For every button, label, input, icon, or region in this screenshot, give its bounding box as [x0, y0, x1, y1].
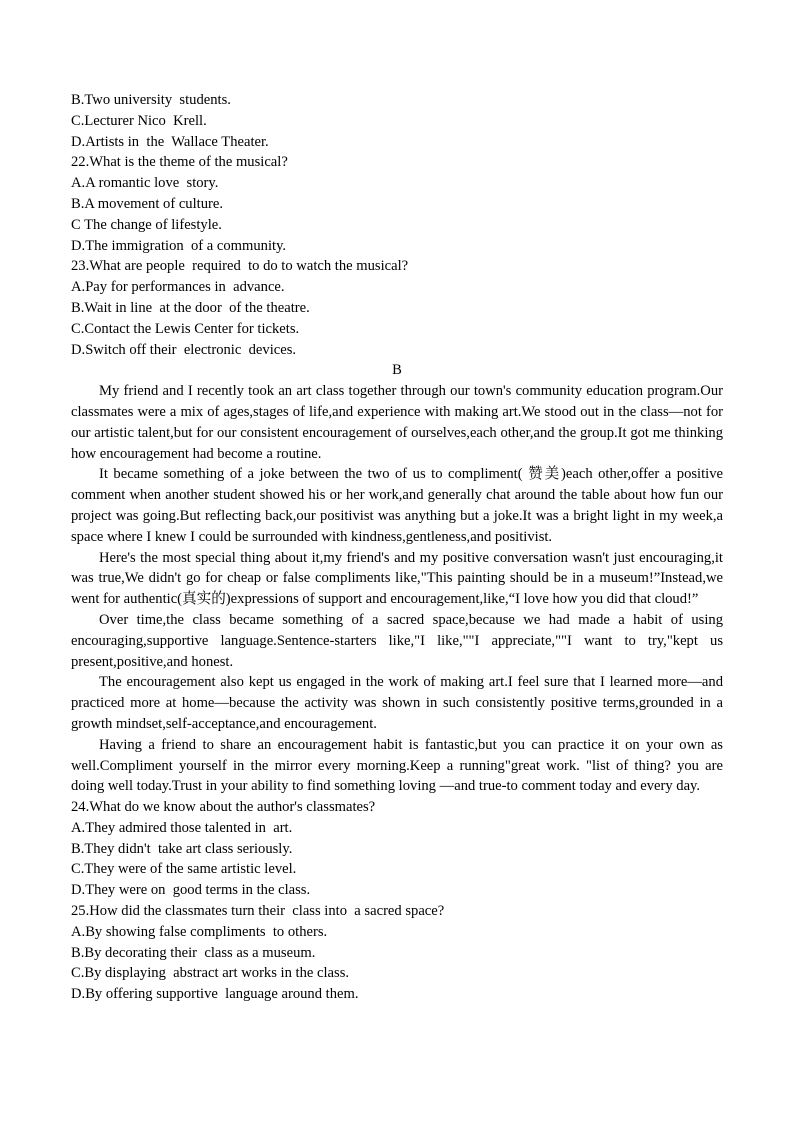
passage-paragraph: The encouragement also kept us engaged in the work of making art.I feel sure that I learned more—and practiced more at home—because the activity was shown in such consistently positive terms,grounded in a growth mindset,self-acceptance,and encouragement. [71, 674, 723, 732]
section-marker-b: B [392, 362, 402, 379]
post-question-block [71, 797, 723, 1005]
question-option-line: C.They were of the same artistic level. [71, 861, 297, 878]
question-option-line: A.Pay for performances in advance. [71, 279, 285, 296]
question-stem-line: 24.What do we know about the author's classmates? [71, 799, 376, 816]
question-option-line: C.Lecturer Nico Krell. [71, 112, 207, 129]
question-option-line: C.By displaying abstract art works in the class. [71, 965, 350, 982]
question-option-line: A.By showing false compliments to others. [71, 923, 328, 940]
passage-paragraph: Having a friend to share an encouragement habit is fantastic,but you can practice it on your own as well.Compliment yourself in the mirror every morning.Keep a running"great work. "list of thing? you are doing well today.Trust in your ability to find something loving —and true-to comment today and every day. [71, 736, 723, 795]
question-option-line: B.A movement of culture. [71, 195, 223, 212]
passage-paragraph: Here's the most special thing about it,my friend's and my positive conversation wasn't just encouraging,it was true,We didn't go for cheap or false compliments like,"This painting should be in a museum!”Instead,we went for authentic(真实的)expressions of support and encouragement,like,“I love how you did that cloud!” [71, 549, 723, 608]
question-option-line: C The change of lifestyle. [71, 216, 222, 233]
question-option-line: B.Two university students. [71, 92, 231, 108]
passage-paragraph: My friend and I recently took an art class together through our town's community education program.Our classmates were a mix of ages,stages of life,and experience with making art.We stood out in the class—not for our artistic talent,but for our consistent encouragement of ourselves,each other,and the group.It got me thinking how encouragement had become a routine. [71, 383, 723, 462]
question-option-line: D.Artists in the Wallace Theater. [71, 133, 269, 150]
question-option-line: B.Wait in line at the door of the theatre. [71, 299, 310, 316]
pre-question-block [71, 90, 723, 360]
question-option-line: D.Switch off their electronic devices. [71, 341, 297, 358]
question-option-line: A.They admired those talented in art. [71, 819, 293, 836]
question-option-line: B.They didn't take art class seriously. [71, 840, 293, 857]
question-option-line: D.They were on good terms in the class. [71, 882, 311, 899]
passage-body [71, 381, 723, 797]
question-option-line: A.A romantic love story. [71, 175, 219, 192]
passage-paragraph: It became something of a joke between the two of us to compliment( 赞美)each other,offer a positive comment when another student showed his or her work,and generally chat around the table about how fun our project was going.But reflecting back,our positivist was anything but a joke.It was a bright light in my week,a space where I knew I could be surrounded with kindness,gentleness,and positivist. [71, 466, 723, 545]
passage-paragraph: Over time,the class became something of a sacred space,because we had made a habit of using encouraging,supportive language.Sentence-starters like,"I like,""I appreciate,""I want to try,"kept us present,positive,and honest. [71, 611, 723, 670]
question-option-line: D.The immigration of a community. [71, 237, 287, 254]
question-stem-line: 25.How did the classmates turn their class into a sacred space? [71, 903, 445, 920]
question-option-line: D.By offering supportive language around them. [71, 986, 359, 1003]
question-option-line: C.Contact the Lewis Center for tickets. [71, 320, 300, 337]
question-stem-line: 23.What are people required to do to watch the musical? [71, 258, 409, 275]
page-content [71, 90, 723, 1005]
question-stem-line: 22.What is the theme of the musical? [71, 154, 288, 171]
question-option-line: B.By decorating their class as a museum. [71, 944, 316, 961]
